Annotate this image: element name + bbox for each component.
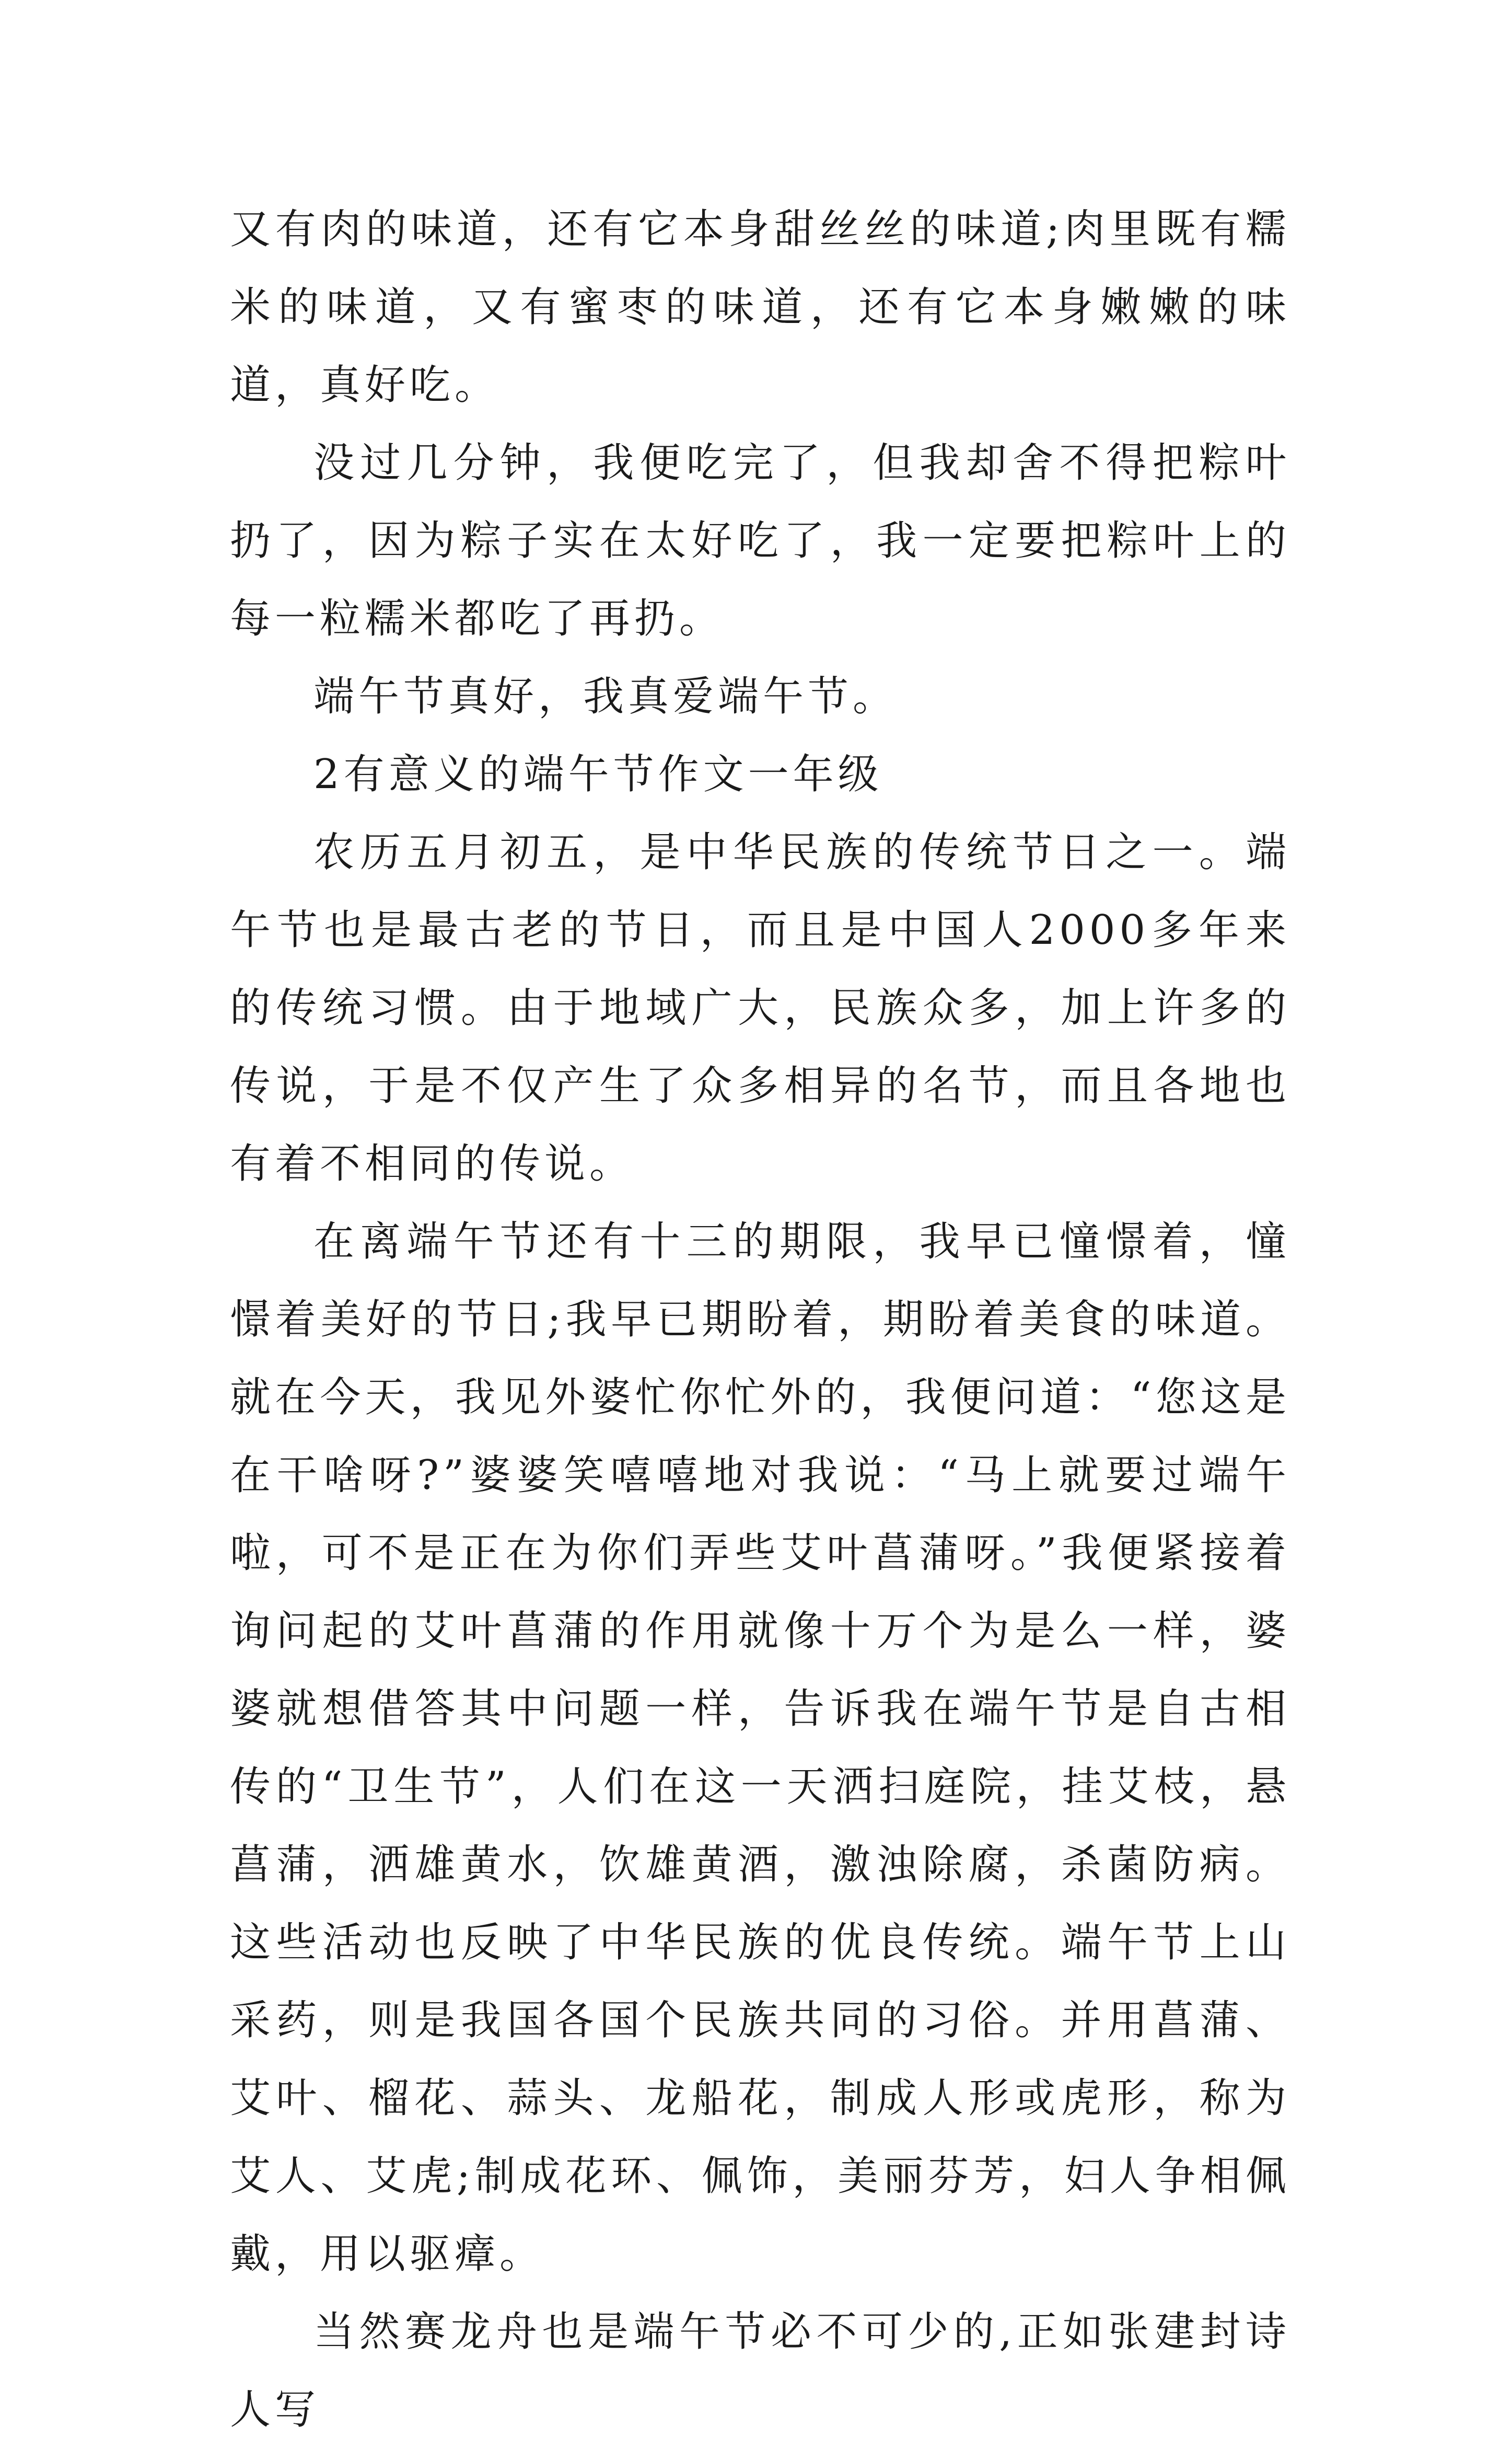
paragraph-2: 没过几分钟，我便吃完了，但我却舍不得把粽叶扔了，因为粽子实在太好吃了，我一定要把粽叶上的每一粒糯米都吃了再扔。 [230, 440, 1290, 642]
paragraph-6: 在离端午节还有十三的期限，我早已憧憬着，憧憬着美好的节日;我早已期盼着，期盼着美食的味道。就在今天，我见外婆忙你忙外的，我便问道：“您这是在干啥呀?”婆婆笑嘻嘻地对我说：“马上就要过端午啦，可不是正在为你们弄些艾叶菖蒲呀。”我便紧接着询问起的艾叶菖蒲的作用就像十万个为是么一样，婆婆就想借答其中问题一样，告诉我在端午节是自古相传的“卫生节”，人们在这一天洒扫庭院，挂艾枝，悬菖蒲，洒雄黄水，饮雄黄酒，激浊除腐，杀菌防病。这些活动也反映了中华民族的优良传统。端午节上山采药，则是我国各国个民族共同的习俗。并用菖蒲、艾叶、榴花、蒜头、龙船花，制成人形或虎形，称为艾人、艾虎;制成花环、佩饰，美丽芬芳，妇人争相佩戴，用以驱瘴。 [230, 1218, 1290, 2278]
article-body [230, 191, 1290, 2449]
paragraph-3: 端午节真好，我真爱端午节。 [313, 673, 898, 720]
paragraph-1: 又有肉的味道，还有它本身甜丝丝的味道;肉里既有糯米的味道，又有蜜枣的味道，还有它本身嫩嫩的味道，真好吃。 [230, 206, 1290, 409]
paragraph-5: 农历五月初五，是中华民族的传统节日之一。端午节也是最古老的节日，而且是中国人2000多年来的传统习惯。由于地域广大，民族众多，加上许多的传说，于是不仅产生了众多相异的名节，而且各地也有着不相同的传说。 [230, 829, 1290, 1187]
section-heading: 2有意义的端午节作文一年级 [313, 751, 883, 798]
paragraph-7: 当然赛龙舟也是端午节必不可少的,正如张建封诗人写 [230, 2308, 1290, 2433]
